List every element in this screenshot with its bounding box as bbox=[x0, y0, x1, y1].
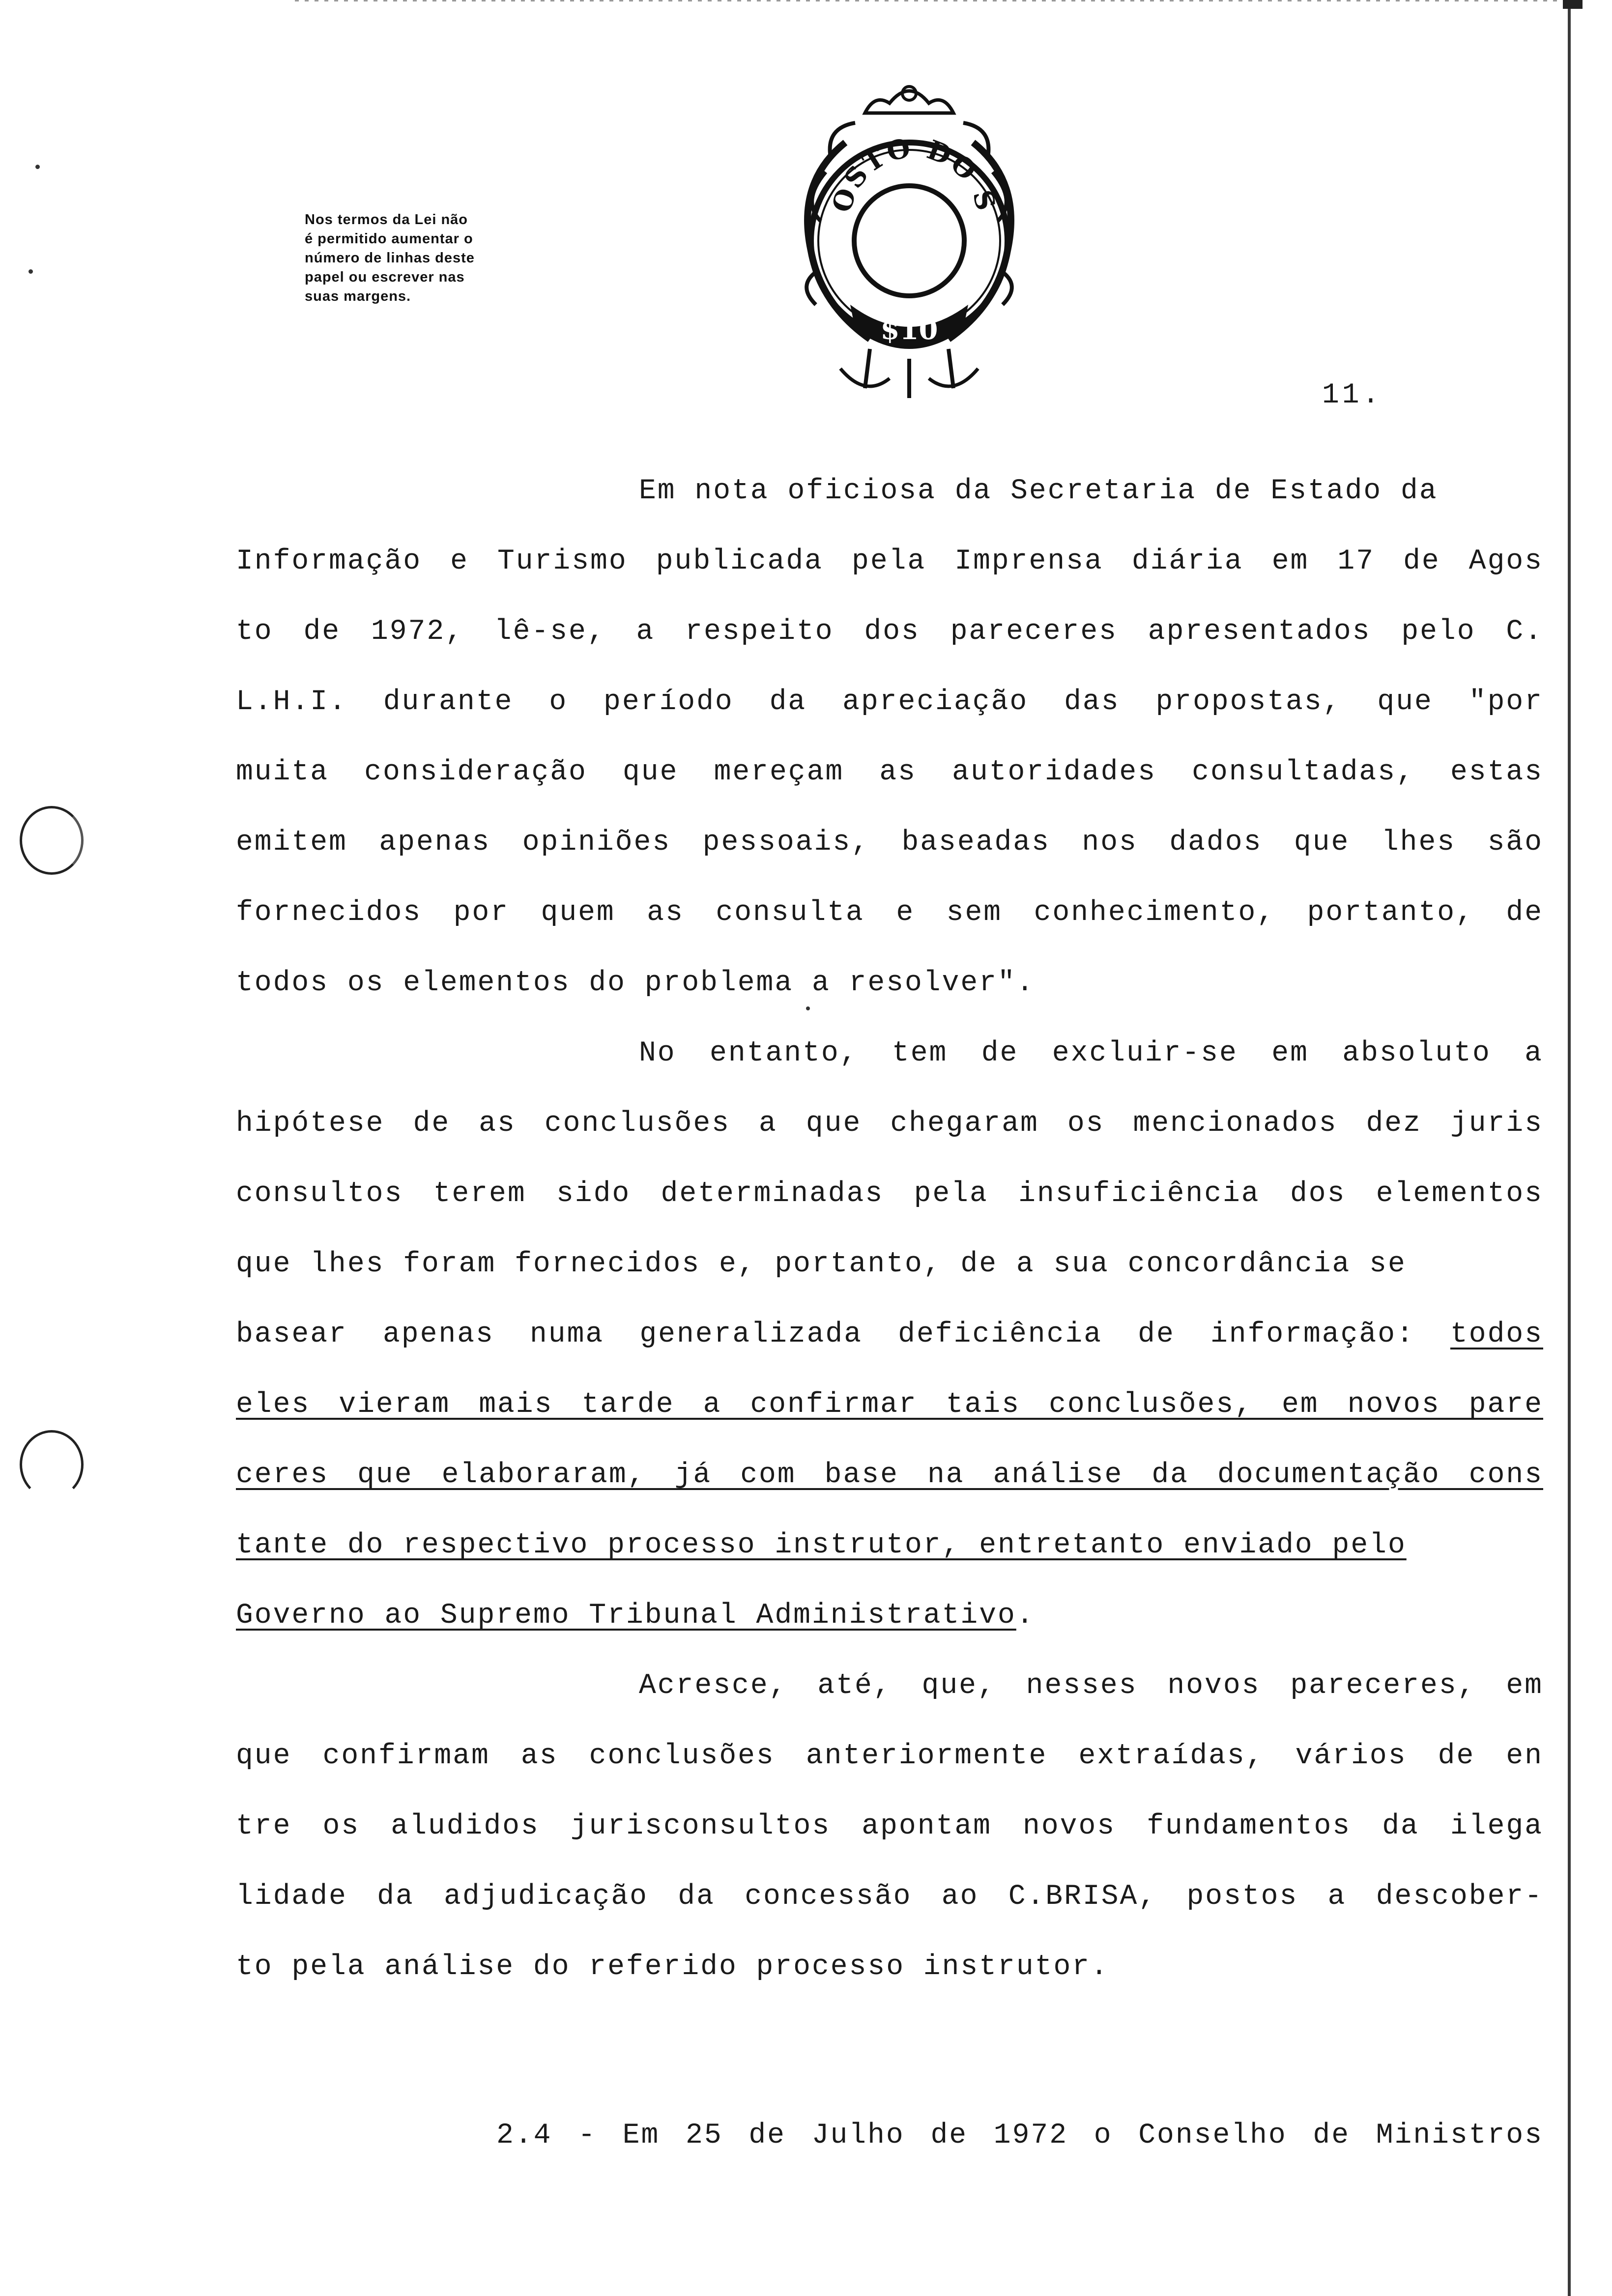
underlined-text: eles vieram mais tarde a confirmar tais conclusões, em novos pare bbox=[236, 1389, 1543, 1421]
legal-notice-line: é permitido aumentar o bbox=[305, 231, 473, 247]
text-line: tre os aludidos jurisconsultos apontam novos fundamentos da ilega bbox=[236, 1810, 1543, 1842]
text-line: consultos terem sido determinadas pela insuficiência dos elementos bbox=[236, 1178, 1543, 1210]
legal-notice-line: papel ou escrever nas bbox=[305, 269, 465, 285]
text-line: to pela análise do referido processo instrutor. bbox=[236, 1951, 1109, 1983]
text-line: fornecidos por quem as consulta e sem conhecimento, portanto, de bbox=[236, 897, 1543, 929]
text-line: que confirmam as conclusões anteriormente extraídas, vários de en bbox=[236, 1740, 1543, 1772]
section-number: 2.4 - bbox=[496, 2120, 597, 2152]
text-line: emitem apenas opiniões pessoais, baseadas nos dados que lhes são bbox=[236, 827, 1543, 859]
text-line bbox=[236, 1521, 1543, 1591]
page-edge-line bbox=[1568, 0, 1571, 2296]
text-line: hipótese de as conclusões a que chegaram os mencionados dez juris bbox=[236, 1108, 1543, 1140]
speck bbox=[35, 165, 40, 169]
text-line: L.H.I. durante o período da apreciação das propostas, que "por bbox=[236, 686, 1543, 718]
text-line: No entanto, tem de excluir-se em absoluto a bbox=[639, 1037, 1543, 1069]
tax-stamp-seal bbox=[767, 74, 1052, 408]
top-edge-rule bbox=[295, 0, 1573, 1]
text-line bbox=[236, 1451, 1543, 1521]
seal-text: OSTO DO S bbox=[825, 131, 1003, 216]
underlined-text: Governo ao Supremo Tribunal Administrativo bbox=[236, 1600, 1016, 1632]
text-line: Informação e Turismo publicada pela Imprensa diária em 17 de Agos bbox=[236, 545, 1543, 577]
legal-notice-line: Nos termos da Lei não bbox=[305, 212, 468, 228]
text-segment: . bbox=[1016, 1600, 1035, 1632]
spacer bbox=[236, 2013, 1543, 2111]
text-line: to de 1972, lê-se, a respeito dos pareceres apresentados pelo C. bbox=[236, 616, 1543, 648]
text-line: lidade da adjudicação da concessão ao C.BRISA, postos a descober- bbox=[236, 1881, 1543, 1913]
underlined-text: ceres que elaboraram, já com base na análise da documentação cons bbox=[236, 1459, 1543, 1491]
underlined-text: tante do respectivo processo instrutor, entretanto enviado pelo bbox=[236, 1529, 1407, 1561]
underlined-text: todos bbox=[1450, 1319, 1543, 1350]
seal-value: $10 bbox=[880, 314, 938, 346]
punch-hole-lower bbox=[20, 1430, 84, 1499]
legal-notice bbox=[305, 210, 560, 306]
text-line: Em nota oficiosa da Secretaria de Estado da bbox=[639, 475, 1438, 507]
section-heading-line bbox=[236, 2111, 1543, 2160]
text-line bbox=[236, 1310, 1543, 1380]
text-line bbox=[236, 1591, 1543, 1662]
text-line: que lhes foram fornecidos e, portanto, de a sua concordância se bbox=[236, 1248, 1407, 1280]
section-text: Em 25 de Julho de 1972 o Conselho de Ministros bbox=[622, 2120, 1544, 2152]
page-number: 11. bbox=[1322, 379, 1382, 411]
legal-notice-line: suas margens. bbox=[305, 288, 411, 304]
legal-notice-line: número de linhas deste bbox=[305, 250, 475, 266]
text-line: Acresce, até, que, nesses novos pareceres, em bbox=[639, 1670, 1543, 1702]
punch-hole-upper bbox=[20, 806, 84, 875]
page-edge-mark bbox=[1563, 0, 1583, 9]
document-body bbox=[236, 467, 1543, 2160]
speck bbox=[29, 269, 33, 274]
text-segment: basear apenas numa generalizada deficiência de informação: bbox=[236, 1319, 1415, 1350]
text-line: muita consideração que mereçam as autoridades consultadas, estas bbox=[236, 756, 1543, 788]
text-line: todos os elementos do problema a resolver". bbox=[236, 967, 1035, 999]
text-line bbox=[236, 1380, 1543, 1451]
